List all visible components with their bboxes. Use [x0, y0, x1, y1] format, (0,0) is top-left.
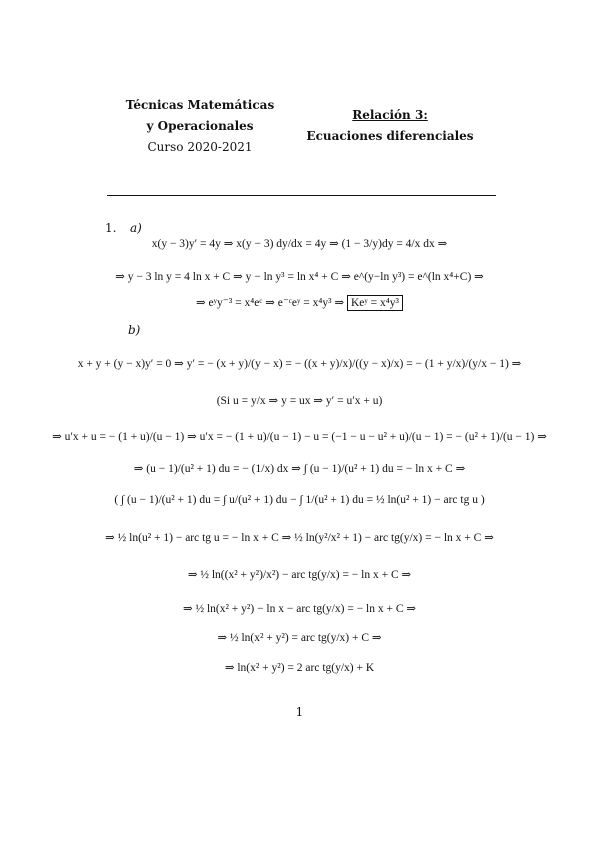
- equation-b-2: (Si u = y/x ⇒ y = ux ⇒ y′ = u′x + u): [216, 395, 383, 407]
- equation-a-3: [0, 295, 599, 309]
- equation-b-8: ⇒ ½ ln(x² + y²) − ln x − arc tg(y/x) = − ln x + C ⇒: [182, 603, 417, 615]
- sheet-number: Relación 3:: [352, 108, 428, 122]
- course-title-line2: y Operacionales: [146, 119, 254, 133]
- course-header: [110, 95, 290, 158]
- page-number: 1: [295, 705, 304, 719]
- equation-a-3-text: ⇒ eʸy⁻³ = x⁴eᶜ ⇒ e⁻ᶜeʸ = x⁴y³ ⇒: [196, 297, 345, 309]
- sheet-topic: Ecuaciones diferenciales: [306, 129, 474, 143]
- equation-b-3: ⇒ u′x + u = − (1 + u)/(u − 1) ⇒ u′x = − (1 + u)/(u − 1) − u = (−1 − u − u² + u)/(u − 1) = − (u² + 1)/(u − 1) ⇒: [52, 431, 547, 443]
- sheet-header: [305, 105, 475, 147]
- exercise-number: 1.: [105, 221, 117, 235]
- course-title-line1: Técnicas Matemáticas: [125, 98, 275, 112]
- course-year: Curso 2020-2021: [147, 140, 253, 154]
- equation-a-2: ⇒ y − 3 ln y = 4 ln x + C ⇒ y − ln y³ = ln x⁴ + C ⇒ e^(y−ln y³) = e^(ln x⁴+C) ⇒: [115, 271, 484, 283]
- equation-b-9: ⇒ ½ ln(x² + y²) = arc tg(y/x) + C ⇒: [217, 632, 382, 644]
- equation-b-7: ⇒ ½ ln((x² + y²)/x²) − arc tg(y/x) = − ln x + C ⇒: [187, 569, 412, 581]
- equation-b-6: ⇒ ½ ln(u² + 1) − arc tg u = − ln x + C ⇒ ½ ln(y²/x² + 1) − arc tg(y/x) = − ln x + C ⇒: [105, 532, 494, 544]
- equation-a-1: x(y − 3)y′ = 4y ⇒ x(y − 3) dy/dx = 4y ⇒ (1 − 3/y)dy = 4/x dx ⇒: [151, 238, 448, 250]
- equation-b-4: ⇒ (u − 1)/(u² + 1) du = − (1/x) dx ⇒ ∫ (u − 1)/(u² + 1) du = − ln x + C ⇒: [133, 463, 466, 475]
- equation-b-1: x + y + (y − x)y′ = 0 ⇒ y′ = − (x + y)/(y − x) = − ((x + y)/x)/((y − x)/x) = − (1 + y/x)/(y/x − 1) ⇒: [77, 358, 522, 370]
- boxed-result: Keʸ = x⁴y³: [347, 295, 403, 311]
- equation-b-10: ⇒ ln(x² + y²) = 2 arc tg(y/x) + K: [224, 662, 375, 674]
- equation-b-5: ( ∫ (u − 1)/(u² + 1) du = ∫ u/(u² + 1) du − ∫ 1/(u² + 1) du = ½ ln(u² + 1) − arc tg u ): [114, 494, 485, 506]
- part-a-label: a): [130, 221, 142, 235]
- part-b-label: b): [128, 323, 141, 337]
- header-divider: [107, 195, 496, 196]
